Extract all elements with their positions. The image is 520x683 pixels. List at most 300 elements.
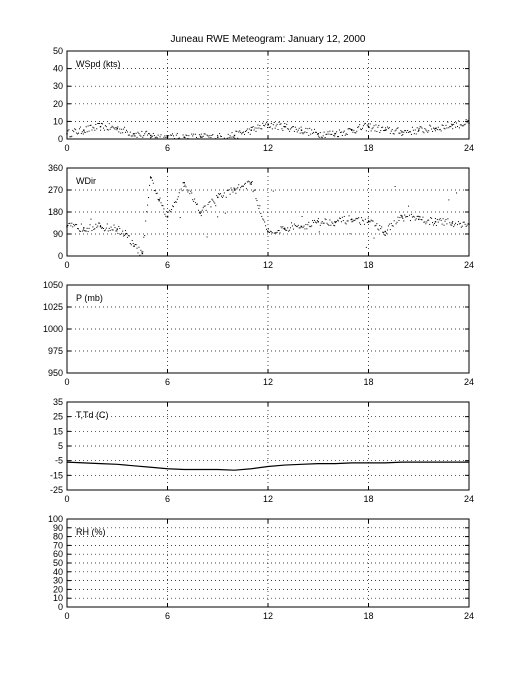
obs-dot: [443, 218, 444, 219]
obs-dot: [241, 186, 242, 187]
obs-dot: [371, 130, 372, 131]
obs-dot: [194, 139, 195, 140]
obs-dot: [225, 213, 226, 214]
obs-dot: [336, 221, 337, 222]
x-tick-label: 0: [64, 260, 70, 270]
panel-2: [48, 163, 474, 270]
obs-dot: [185, 185, 186, 186]
data-point: [251, 182, 252, 183]
obs-dot: [305, 224, 306, 225]
obs-dot: [84, 230, 85, 231]
obs-dot: [168, 212, 169, 213]
obs-dot: [285, 126, 286, 127]
obs-dot: [342, 217, 343, 218]
obs-dot: [143, 237, 144, 238]
obs-dot: [312, 133, 313, 134]
obs-dot: [150, 137, 151, 138]
obs-dot: [273, 124, 274, 125]
obs-dot: [347, 134, 348, 135]
obs-dot: [325, 137, 326, 138]
obs-dot: [125, 230, 126, 231]
obs-dot: [101, 123, 102, 124]
obs-dot: [85, 132, 86, 133]
obs-dot: [120, 234, 121, 235]
obs-dot: [208, 137, 209, 138]
obs-dot: [208, 202, 209, 203]
obs-dot: [414, 133, 415, 134]
obs-dot: [468, 120, 469, 121]
obs-dot: [162, 205, 163, 206]
obs-dot: [287, 128, 288, 129]
obs-dot: [148, 133, 149, 134]
obs-dot: [289, 230, 290, 231]
obs-dot: [184, 139, 185, 140]
obs-dot: [452, 128, 453, 129]
obs-dot: [458, 120, 459, 121]
obs-dot: [359, 222, 360, 223]
panel-label: T,Td (C): [76, 410, 109, 420]
obs-dot: [280, 226, 281, 227]
obs-dot: [137, 252, 138, 253]
x-tick-label: 0: [64, 143, 70, 153]
obs-dot: [185, 134, 186, 135]
obs-dot: [90, 125, 91, 126]
obs-dot: [386, 233, 387, 234]
obs-dot: [432, 131, 433, 132]
obs-dot: [175, 139, 176, 140]
obs-dot: [353, 220, 354, 221]
obs-dot: [254, 129, 255, 130]
data-point: [184, 182, 185, 183]
obs-dot: [167, 139, 168, 140]
obs-dot: [265, 124, 266, 125]
obs-dot: [102, 123, 103, 124]
obs-dot: [435, 130, 436, 131]
obs-dot: [407, 216, 408, 217]
y-tick-label: 100: [47, 514, 63, 524]
obs-dot: [221, 136, 222, 137]
obs-dot: [373, 127, 374, 128]
obs-dot: [85, 230, 86, 231]
obs-dot: [211, 135, 212, 136]
obs-dot: [264, 125, 265, 126]
obs-dot: [357, 218, 358, 219]
obs-dot: [379, 225, 380, 226]
obs-dot: [463, 222, 464, 223]
obs-dot: [435, 218, 436, 219]
obs-dot: [286, 124, 287, 125]
obs-dot: [231, 187, 232, 188]
obs-dot: [142, 137, 143, 138]
obs-dot: [208, 204, 209, 205]
obs-dot: [222, 139, 223, 140]
y-tick-label: 20: [52, 584, 63, 595]
obs-dot: [173, 135, 174, 136]
obs-dot: [334, 135, 335, 136]
data-point: [100, 126, 101, 127]
obs-dot: [456, 192, 457, 193]
obs-dot: [161, 202, 162, 203]
obs-dot: [69, 136, 70, 137]
obs-dot: [421, 219, 422, 220]
obs-dot: [466, 226, 467, 227]
obs-dot: [200, 136, 201, 137]
obs-dot: [410, 220, 411, 221]
obs-dot: [129, 235, 130, 236]
y-tick-label: 1025: [42, 302, 63, 312]
obs-dot: [166, 135, 167, 136]
y-tick-label: 10: [52, 116, 63, 127]
obs-dot: [99, 123, 100, 124]
obs-dot: [393, 133, 394, 134]
obs-dot: [294, 224, 295, 225]
obs-dot: [282, 226, 283, 227]
obs-dot: [446, 127, 447, 128]
obs-dot: [446, 223, 447, 224]
obs-dot: [436, 225, 437, 226]
obs-dot: [118, 226, 119, 227]
x-tick-label: 12: [262, 143, 274, 153]
obs-dot: [328, 134, 329, 135]
obs-dot: [319, 137, 320, 138]
obs-dot: [420, 126, 421, 127]
obs-dot: [433, 225, 434, 226]
obs-dot: [119, 228, 120, 229]
obs-dot: [142, 251, 143, 252]
panel-label: P (mb): [76, 293, 103, 303]
obs-dot: [112, 229, 113, 230]
obs-dot: [417, 127, 418, 128]
obs-dot: [378, 125, 379, 126]
obs-dot: [297, 131, 298, 132]
obs-dot: [416, 218, 417, 219]
obs-dot: [263, 220, 264, 221]
obs-dot: [114, 128, 115, 129]
obs-dot: [229, 189, 230, 190]
obs-dot: [265, 225, 266, 226]
obs-dot: [251, 127, 252, 128]
obs-dot: [368, 124, 369, 125]
obs-dot: [431, 129, 432, 130]
obs-dot: [207, 236, 208, 237]
obs-dot: [284, 123, 285, 124]
obs-dot: [170, 134, 171, 135]
obs-dot: [252, 127, 253, 128]
obs-dot: [424, 221, 425, 222]
obs-dot: [105, 125, 106, 126]
obs-dot: [369, 127, 370, 128]
obs-dot: [299, 128, 300, 129]
obs-dot: [426, 130, 427, 131]
obs-dot: [444, 128, 445, 129]
obs-dot: [447, 218, 448, 219]
obs-dot: [111, 127, 112, 128]
obs-dot: [154, 135, 155, 136]
obs-dot: [173, 206, 174, 207]
obs-dot: [207, 135, 208, 136]
x-tick-label: 0: [64, 494, 70, 504]
obs-dot: [383, 130, 384, 131]
obs-dot: [390, 229, 391, 230]
obs-dot: [256, 128, 257, 129]
obs-dot: [283, 126, 284, 127]
obs-dot: [461, 124, 462, 125]
data-point: [117, 128, 118, 129]
obs-dot: [196, 137, 197, 138]
y-tick-label: 80: [52, 531, 63, 542]
obs-dot: [117, 233, 118, 234]
obs-dot: [116, 230, 117, 231]
obs-dot: [314, 220, 315, 221]
obs-dot: [396, 129, 397, 130]
obs-dot: [468, 223, 469, 224]
obs-dot: [321, 223, 322, 224]
y-tick-label: 975: [47, 346, 63, 356]
obs-dot: [376, 223, 377, 224]
obs-dot: [451, 225, 452, 226]
obs-dot: [311, 129, 312, 130]
obs-dot: [240, 187, 241, 188]
obs-dot: [135, 135, 136, 136]
obs-dot: [338, 136, 339, 137]
obs-dot: [366, 130, 367, 131]
obs-dot: [178, 196, 179, 197]
obs-dot: [218, 139, 219, 140]
data-point: [66, 226, 67, 227]
obs-dot: [316, 132, 317, 133]
panel-4: [50, 397, 474, 504]
obs-dot: [155, 190, 156, 191]
obs-dot: [412, 127, 413, 128]
obs-dot: [98, 223, 99, 224]
obs-dot: [389, 224, 390, 225]
obs-dot: [279, 232, 280, 233]
obs-dot: [430, 217, 431, 218]
obs-dot: [114, 129, 115, 130]
obs-dot: [259, 125, 260, 126]
obs-dot: [420, 216, 421, 217]
obs-dot: [372, 220, 373, 221]
obs-dot: [147, 205, 148, 206]
obs-dot: [334, 225, 335, 226]
obs-dot: [408, 206, 409, 207]
obs-dot: [370, 123, 371, 124]
obs-dot: [87, 131, 88, 132]
obs-dot: [92, 226, 93, 227]
obs-dot: [382, 127, 383, 128]
obs-dot: [355, 132, 356, 133]
obs-dot: [419, 216, 420, 217]
obs-dot: [286, 230, 287, 231]
obs-dot: [169, 210, 170, 211]
y-tick-label: 0: [57, 134, 63, 144]
obs-dot: [300, 133, 301, 134]
obs-dot: [333, 225, 334, 226]
obs-dot: [202, 137, 203, 138]
obs-dot: [296, 226, 297, 227]
obs-dot: [250, 183, 251, 184]
obs-dot: [247, 181, 248, 182]
data-point: [217, 137, 218, 138]
obs-dot: [277, 124, 278, 125]
obs-dot: [261, 128, 262, 129]
obs-dot: [395, 186, 396, 187]
obs-dot: [217, 135, 218, 136]
obs-dot: [378, 229, 379, 230]
data-point: [100, 226, 101, 227]
obs-dot: [181, 139, 182, 140]
obs-dot: [402, 218, 403, 219]
x-tick-label: 6: [164, 494, 171, 504]
obs-dot: [244, 184, 245, 185]
y-tick-label: -25: [49, 485, 63, 495]
obs-dot: [79, 128, 80, 129]
obs-dot: [80, 231, 81, 232]
obs-dot: [209, 135, 210, 136]
obs-dot: [93, 127, 94, 128]
obs-dot: [267, 230, 268, 231]
obs-dot: [113, 230, 114, 231]
obs-dot: [314, 129, 315, 130]
obs-dot: [325, 218, 326, 219]
obs-dot: [224, 192, 225, 193]
obs-dot: [94, 228, 95, 229]
obs-dot: [88, 125, 89, 126]
obs-dot: [186, 135, 187, 136]
obs-dot: [276, 125, 277, 126]
y-tick-label: 30: [52, 81, 63, 92]
obs-dot: [308, 222, 309, 223]
obs-dot: [255, 127, 256, 128]
obs-dot: [91, 230, 92, 231]
obs-dot: [345, 222, 346, 223]
data-point: [117, 228, 118, 229]
obs-dot: [399, 133, 400, 134]
obs-dot: [280, 123, 281, 124]
obs-dot: [136, 133, 137, 134]
obs-dot: [258, 208, 259, 209]
obs-dot: [275, 128, 276, 129]
obs-dot: [384, 234, 385, 235]
obs-dot: [398, 220, 399, 221]
obs-dot: [410, 131, 411, 132]
obs-dot: [89, 131, 90, 132]
obs-dot: [343, 132, 344, 133]
obs-dot: [90, 125, 91, 126]
obs-dot: [419, 128, 420, 129]
obs-dot: [105, 229, 106, 230]
obs-dot: [291, 222, 292, 223]
obs-dot: [329, 219, 330, 220]
obs-dot: [104, 130, 105, 131]
obs-dot: [260, 213, 261, 214]
obs-dot: [405, 216, 406, 217]
obs-dot: [345, 135, 346, 136]
obs-dot: [110, 230, 111, 231]
obs-dot: [365, 219, 366, 220]
obs-dot: [438, 222, 439, 223]
obs-dot: [391, 223, 392, 224]
obs-dot: [90, 224, 91, 225]
obs-dot: [131, 136, 132, 137]
obs-dot: [433, 128, 434, 129]
obs-dot: [223, 195, 224, 196]
obs-dot: [202, 210, 203, 211]
obs-dot: [100, 225, 101, 226]
obs-dot: [133, 134, 134, 135]
y-tick-label: 50: [52, 558, 63, 568]
obs-dot: [344, 131, 345, 132]
y-tick-label: 40: [52, 566, 63, 577]
obs-dot: [298, 130, 299, 131]
obs-dot: [75, 224, 76, 225]
obs-dot: [188, 190, 189, 191]
obs-dot: [104, 230, 105, 231]
obs-dot: [137, 248, 138, 249]
obs-dot: [115, 230, 116, 231]
obs-dot: [290, 128, 291, 129]
obs-dot: [272, 232, 273, 233]
obs-dot: [153, 183, 154, 184]
obs-dot: [320, 225, 321, 226]
obs-dot: [309, 128, 310, 129]
obs-dot: [350, 129, 351, 130]
obs-dot: [317, 220, 318, 221]
obs-dot: [461, 227, 462, 228]
x-tick-label: 18: [363, 377, 374, 387]
obs-dot: [285, 230, 286, 231]
obs-dot: [186, 190, 187, 191]
obs-dot: [278, 230, 279, 231]
obs-dot: [179, 192, 180, 193]
y-tick-label: 270: [47, 185, 63, 195]
obs-dot: [163, 208, 164, 209]
obs-dot: [292, 225, 293, 226]
obs-dot: [450, 126, 451, 127]
y-tick-label: 25: [52, 411, 63, 422]
data-point: [167, 137, 168, 138]
obs-dot: [219, 194, 220, 195]
obs-dot: [310, 226, 311, 227]
obs-dot: [172, 205, 173, 206]
obs-dot: [147, 135, 148, 136]
obs-dot: [303, 227, 304, 228]
obs-dot: [78, 133, 79, 134]
obs-dot: [159, 200, 160, 201]
obs-dot: [268, 228, 269, 229]
obs-dot: [103, 228, 104, 229]
obs-dot: [119, 128, 120, 129]
obs-dot: [465, 224, 466, 225]
obs-dot: [89, 228, 90, 229]
obs-dot: [191, 192, 192, 193]
obs-dot: [303, 133, 304, 134]
obs-dot: [107, 223, 108, 224]
obs-dot: [183, 134, 184, 135]
obs-dot: [282, 130, 283, 131]
obs-dot: [178, 138, 179, 139]
obs-dot: [95, 224, 96, 225]
obs-dot: [203, 207, 204, 208]
obs-dot: [96, 227, 97, 228]
obs-dot: [204, 133, 205, 134]
obs-dot: [457, 224, 458, 225]
obs-dot: [165, 216, 166, 217]
obs-dot: [298, 225, 299, 226]
data-point: [66, 133, 67, 134]
obs-dot: [128, 235, 129, 236]
obs-dot: [108, 230, 109, 231]
